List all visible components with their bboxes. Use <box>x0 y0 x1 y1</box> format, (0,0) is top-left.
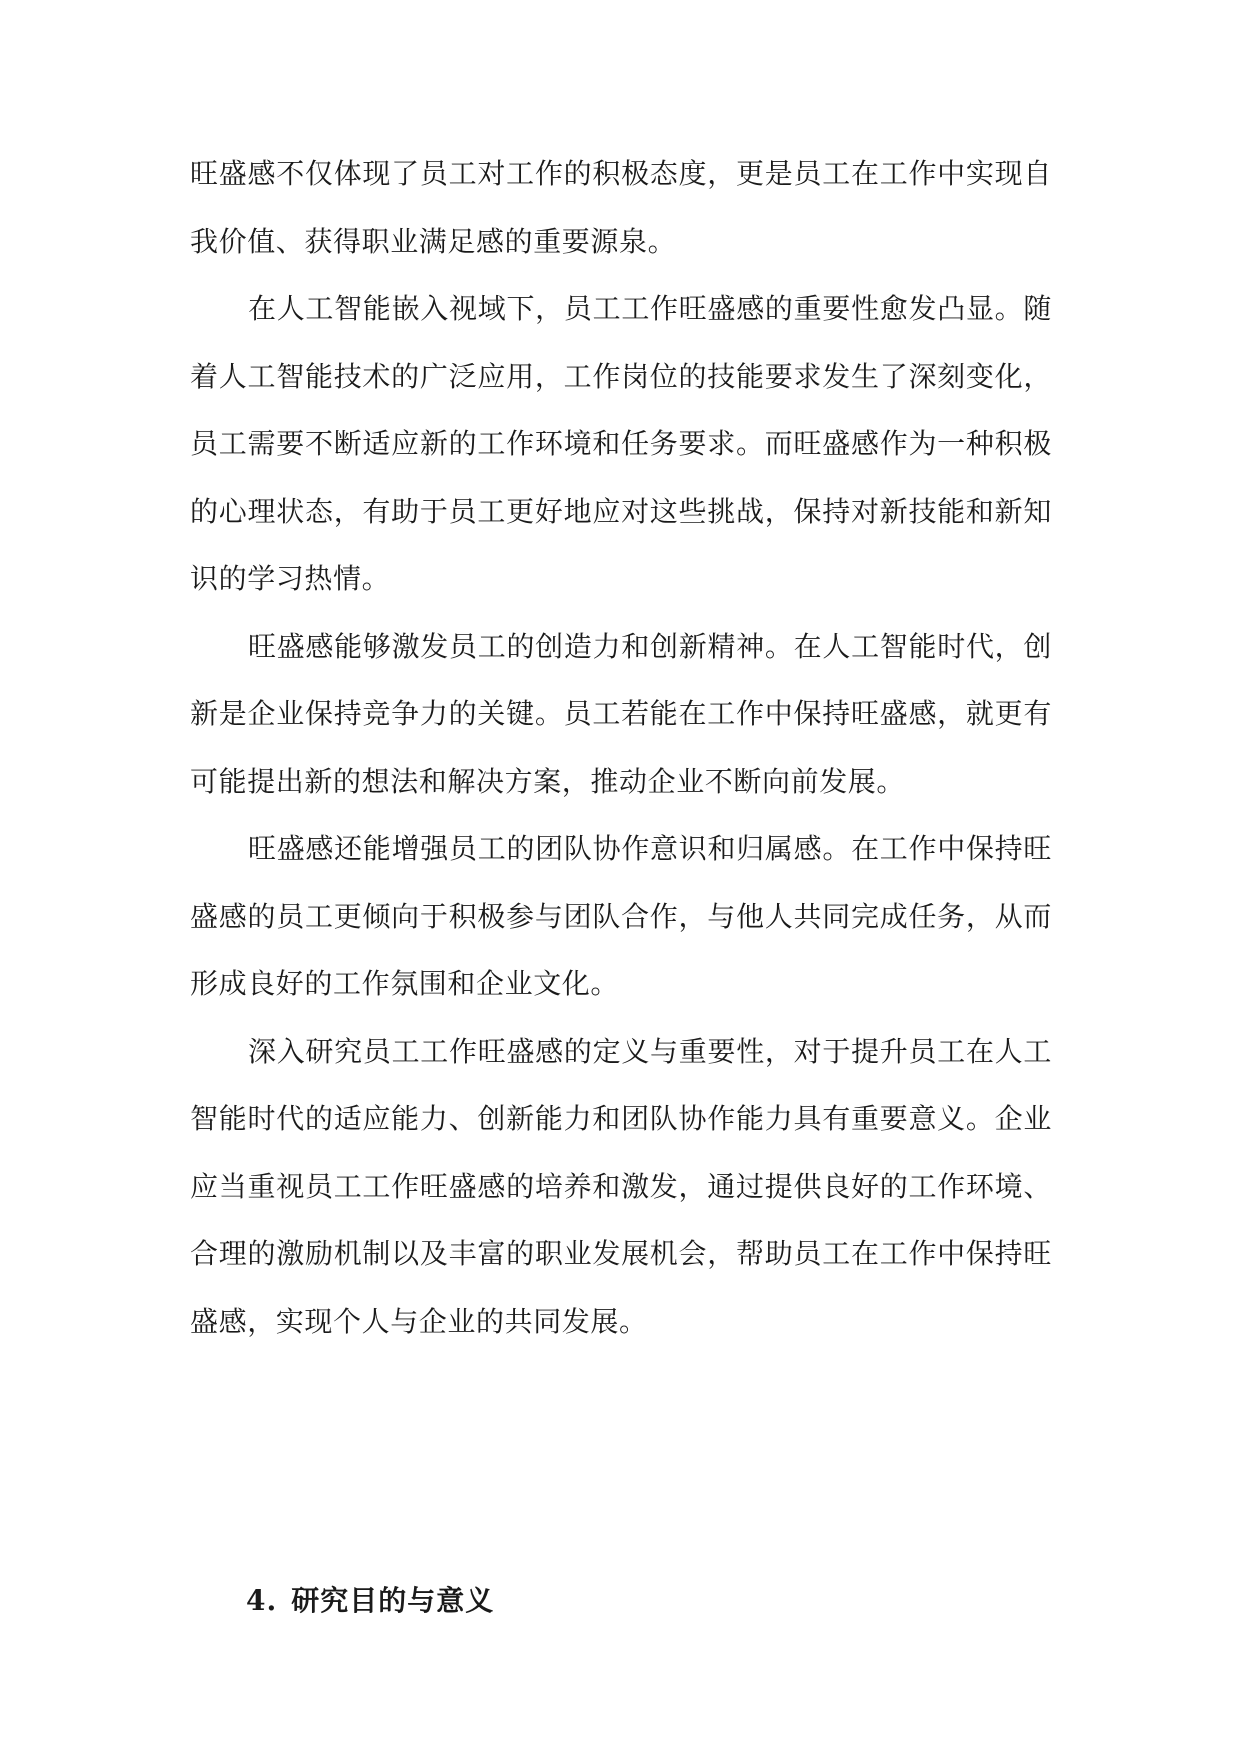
paragraph-2: 在人工智能嵌入视域下，员工工作旺盛感的重要性愈发凸显。随着人工智能技术的广泛应用，工作岗位的技能要求发生了深刻变化，员工需要不断适应新的工作环境和任务要求。而旺盛感作为一种积极的心理状态，有助于员工更好地应对这些挑战，保持对新技能和新知识的学习热情。 <box>190 292 1052 595</box>
section-title: 研究目的与意义 <box>291 1584 495 1617</box>
paragraph-5: 深入研究员工工作旺盛感的定义与重要性，对于提升员工在人工智能时代的适应能力、创新能力和团队协作能力具有重要意义。企业应当重视员工工作旺盛感的培养和激发，通过提供良好的工作环境、合理的激励机制以及丰富的职业发展机会，帮助员工在工作中保持旺盛感，实现个人与企业的共同发展。 <box>190 1034 1052 1338</box>
section-number: 4. <box>246 1584 278 1617</box>
paragraph-3: 旺盛感能够激发员工的创造力和创新精神。在人工智能时代，创新是企业保持竞争力的关键。员工若能在工作中保持旺盛感，就更有可能提出新的想法和解决方案，推动企业不断向前发展。 <box>190 629 1052 798</box>
body-text <box>190 140 1052 1355</box>
paragraph-1: 旺盛感不仅体现了员工对工作的积极态度，更是员工在工作中实现自我价值、获得职业满足感的重要源泉。 <box>190 157 1052 258</box>
paragraph-4: 旺盛感还能增强员工的团队协作意识和归属感。在工作中保持旺盛感的员工更倾向于积极参与团队合作，与他人共同完成任务，从而形成良好的工作氛围和企业文化。 <box>190 832 1052 1000</box>
section-heading <box>246 1581 494 1621</box>
